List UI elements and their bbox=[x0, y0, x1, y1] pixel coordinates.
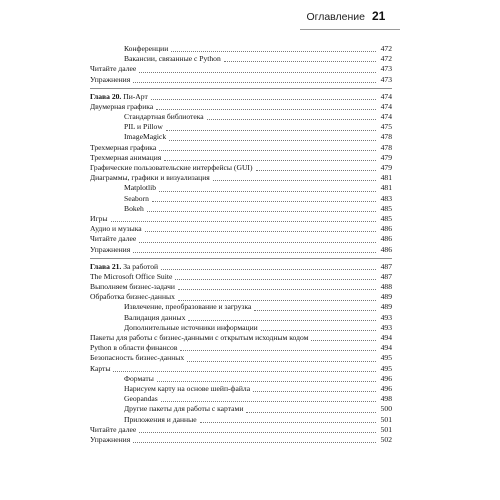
toc-entry[interactable] bbox=[90, 374, 392, 384]
dot-leader bbox=[188, 319, 376, 321]
toc-chapter-entry[interactable] bbox=[90, 262, 392, 272]
toc-entry[interactable] bbox=[90, 435, 392, 445]
toc-entry[interactable] bbox=[90, 364, 392, 374]
toc-entry-title: Читайте далее bbox=[90, 234, 137, 244]
toc-entry-title: Графические пользовательские интерфейсы (GUI) bbox=[90, 163, 253, 173]
toc-entry[interactable] bbox=[90, 102, 392, 112]
toc-entry-title: Безопасность бизнес-данных bbox=[90, 353, 185, 363]
toc-entry-page: 474 bbox=[380, 101, 392, 111]
toc-entry[interactable] bbox=[90, 64, 392, 74]
chapter-title: За работой bbox=[123, 261, 159, 271]
toc-entry[interactable] bbox=[90, 343, 392, 353]
toc-entry[interactable] bbox=[90, 323, 392, 333]
toc-entry[interactable] bbox=[90, 394, 392, 404]
dot-leader bbox=[157, 380, 376, 382]
toc-entry[interactable] bbox=[90, 173, 392, 183]
toc-entry-title: Пакеты для работы с бизнес-данными с открытым исходным кодом bbox=[90, 333, 309, 343]
dot-leader bbox=[187, 360, 376, 362]
toc-entry-page: 472 bbox=[380, 43, 392, 53]
toc-entry-title bbox=[90, 92, 149, 102]
toc-entry-title: Seaborn bbox=[124, 193, 149, 203]
dot-leader bbox=[254, 309, 376, 311]
dot-leader bbox=[213, 179, 376, 181]
dot-leader bbox=[246, 411, 376, 413]
toc-entry-page: 493 bbox=[380, 322, 392, 332]
toc-entry[interactable] bbox=[90, 245, 392, 255]
toc-entry[interactable] bbox=[90, 44, 392, 54]
toc-entry-title: Игры bbox=[90, 213, 108, 223]
toc-entry[interactable] bbox=[90, 333, 392, 343]
toc-entry-title: Обработка бизнес-данных bbox=[90, 292, 175, 302]
toc-entry[interactable] bbox=[90, 292, 392, 302]
toc-entry-title: Трехмерная анимация bbox=[90, 152, 162, 162]
dot-leader bbox=[161, 400, 376, 402]
toc-entry-page: 494 bbox=[380, 343, 392, 353]
toc-entry-title: Извлечение, преобразование и загрузка bbox=[124, 302, 252, 312]
dot-leader bbox=[261, 329, 376, 331]
toc-entry-page: 495 bbox=[380, 363, 392, 373]
toc-entry-page: 500 bbox=[380, 404, 392, 414]
toc-entry-title: Валидация данных bbox=[124, 312, 186, 322]
toc-entry-page: 501 bbox=[380, 414, 392, 424]
toc-entry[interactable] bbox=[90, 112, 392, 122]
toc-entry[interactable] bbox=[90, 75, 392, 85]
dot-leader bbox=[111, 220, 377, 222]
toc-entry-page: 493 bbox=[380, 312, 392, 322]
toc-entry-title: Читайте далее bbox=[90, 64, 137, 74]
dot-leader bbox=[224, 60, 376, 62]
toc-entry-title: Нарисуем карту на основе шейп-файла bbox=[124, 383, 251, 393]
chapter-number: Глава 20. bbox=[90, 91, 122, 101]
chapter-title: Пи-Арт bbox=[123, 91, 148, 101]
dot-leader bbox=[169, 139, 376, 141]
toc-entry-page: 483 bbox=[380, 193, 392, 203]
toc-entry-title: Двумерная графика bbox=[90, 101, 154, 111]
toc-entry-title: Диаграммы, графики и визуализация bbox=[90, 173, 210, 183]
dot-leader bbox=[159, 149, 376, 151]
toc-entry-title: Дополнительные источники информации bbox=[124, 322, 258, 332]
toc-entry[interactable] bbox=[90, 122, 392, 132]
toc-entry-title: Трехмерная графика bbox=[90, 142, 157, 152]
toc-entry-title: Приложения и данные bbox=[124, 414, 197, 424]
table-of-contents bbox=[90, 44, 392, 445]
toc-entry-title: Python в области финансов bbox=[90, 343, 178, 353]
toc-entry-title: Стандартная библиотека bbox=[124, 112, 204, 122]
toc-entry-page: 498 bbox=[380, 394, 392, 404]
toc-entry-title: ImageMagick bbox=[124, 132, 167, 142]
dot-leader bbox=[175, 278, 376, 280]
toc-entry-title: Читайте далее bbox=[90, 424, 137, 434]
dot-leader bbox=[180, 349, 376, 351]
toc-entry-title: Упражнения bbox=[90, 434, 131, 444]
toc-entry[interactable] bbox=[90, 313, 392, 323]
toc-entry-page: 496 bbox=[380, 373, 392, 383]
dot-leader bbox=[152, 200, 376, 202]
toc-entry[interactable] bbox=[90, 234, 392, 244]
toc-entry-title: Форматы bbox=[124, 373, 154, 383]
toc-entry-title: Выполняем бизнес-задачи bbox=[90, 282, 175, 292]
toc-entry-page: 479 bbox=[380, 152, 392, 162]
dot-leader bbox=[133, 81, 376, 83]
toc-entry-page: 486 bbox=[380, 244, 392, 254]
toc-entry-title: Упражнения bbox=[90, 244, 131, 254]
dot-leader bbox=[133, 251, 376, 253]
toc-entry[interactable] bbox=[90, 303, 392, 313]
toc-entry-page: 473 bbox=[380, 64, 392, 74]
toc-entry-page: 489 bbox=[380, 292, 392, 302]
toc-entry-title: PIL и Pillow bbox=[124, 122, 163, 132]
toc-entry-page: 488 bbox=[380, 282, 392, 292]
dot-leader bbox=[200, 421, 376, 423]
toc-entry-title: Geopandas bbox=[124, 394, 158, 404]
running-header-title: Оглавление bbox=[306, 11, 365, 23]
toc-entry[interactable] bbox=[90, 133, 392, 143]
dot-leader bbox=[164, 159, 376, 161]
chapter-separator bbox=[90, 88, 392, 89]
toc-entry-page: 474 bbox=[380, 91, 392, 101]
toc-entry[interactable] bbox=[90, 415, 392, 425]
toc-entry-page: 502 bbox=[380, 434, 392, 444]
toc-entry[interactable] bbox=[90, 204, 392, 214]
toc-entry[interactable] bbox=[90, 183, 392, 193]
dot-leader bbox=[113, 370, 376, 372]
dot-leader bbox=[207, 118, 376, 120]
dot-leader bbox=[139, 431, 376, 433]
toc-entry-page: 496 bbox=[380, 383, 392, 393]
toc-entry[interactable] bbox=[90, 153, 392, 163]
toc-entry-title: Bokeh bbox=[124, 203, 144, 213]
toc-entry-page: 489 bbox=[380, 302, 392, 312]
toc-entry[interactable] bbox=[90, 54, 392, 64]
dot-leader bbox=[145, 230, 376, 232]
toc-entry[interactable] bbox=[90, 384, 392, 394]
toc-entry-page: 478 bbox=[380, 142, 392, 152]
dot-leader bbox=[256, 169, 377, 171]
dot-leader bbox=[178, 299, 376, 301]
toc-chapter-entry[interactable] bbox=[90, 92, 392, 102]
toc-entry-title: Упражнения bbox=[90, 74, 131, 84]
toc-entry-title: The Microsoft Office Suite bbox=[90, 271, 173, 281]
dot-leader bbox=[311, 339, 376, 341]
dot-leader bbox=[147, 210, 376, 212]
header-rule bbox=[300, 29, 400, 30]
dot-leader bbox=[253, 390, 376, 392]
toc-entry-title: Вакансии, связанные с Python bbox=[124, 54, 221, 64]
toc-entry-page: 478 bbox=[380, 132, 392, 142]
toc-entry-title: Конференции bbox=[124, 43, 169, 53]
toc-entry-page: 485 bbox=[380, 203, 392, 213]
toc-entry[interactable] bbox=[90, 194, 392, 204]
toc-entry-page: 485 bbox=[380, 213, 392, 223]
toc-entry[interactable] bbox=[90, 143, 392, 153]
toc-entry[interactable] bbox=[90, 224, 392, 234]
toc-entry-page: 474 bbox=[380, 112, 392, 122]
dot-leader bbox=[139, 71, 376, 73]
toc-entry-page: 475 bbox=[380, 122, 392, 132]
dot-leader bbox=[133, 441, 376, 443]
dot-leader bbox=[156, 108, 376, 110]
toc-entry-page: 494 bbox=[380, 333, 392, 343]
toc-entry-page: 486 bbox=[380, 234, 392, 244]
toc-entry[interactable] bbox=[90, 353, 392, 363]
toc-entry-title: Аудио и музыка bbox=[90, 224, 142, 234]
dot-leader bbox=[139, 241, 376, 243]
dot-leader bbox=[171, 50, 376, 52]
toc-entry-page: 486 bbox=[380, 224, 392, 234]
toc-entry-page: 481 bbox=[380, 173, 392, 183]
toc-entry-page: 487 bbox=[380, 261, 392, 271]
toc-entry-page: 473 bbox=[380, 74, 392, 84]
toc-entry[interactable] bbox=[90, 214, 392, 224]
dot-leader bbox=[166, 129, 376, 131]
dot-leader bbox=[151, 98, 376, 100]
dot-leader bbox=[159, 190, 376, 192]
toc-entry[interactable] bbox=[90, 272, 392, 282]
toc-entry-title: Другие пакеты для работы с картами bbox=[124, 404, 244, 414]
chapter-number: Глава 21. bbox=[90, 261, 122, 271]
chapter-separator bbox=[90, 258, 392, 259]
dot-leader bbox=[161, 268, 376, 270]
toc-entry[interactable] bbox=[90, 282, 392, 292]
toc-entry-page: 501 bbox=[380, 424, 392, 434]
toc-entry-page: 495 bbox=[380, 353, 392, 363]
toc-entry-page: 487 bbox=[380, 271, 392, 281]
toc-entry-page: 479 bbox=[380, 163, 392, 173]
toc-entry-page: 472 bbox=[380, 54, 392, 64]
toc-entry-page: 481 bbox=[380, 183, 392, 193]
toc-entry-title: Matplotlib bbox=[124, 183, 157, 193]
page-number: 21 bbox=[372, 9, 386, 23]
toc-entry[interactable] bbox=[90, 425, 392, 435]
dot-leader bbox=[178, 288, 376, 290]
toc-entry[interactable] bbox=[90, 404, 392, 414]
toc-entry-title bbox=[90, 262, 159, 272]
toc-entry-title: Карты bbox=[90, 363, 111, 373]
toc-entry[interactable] bbox=[90, 163, 392, 173]
